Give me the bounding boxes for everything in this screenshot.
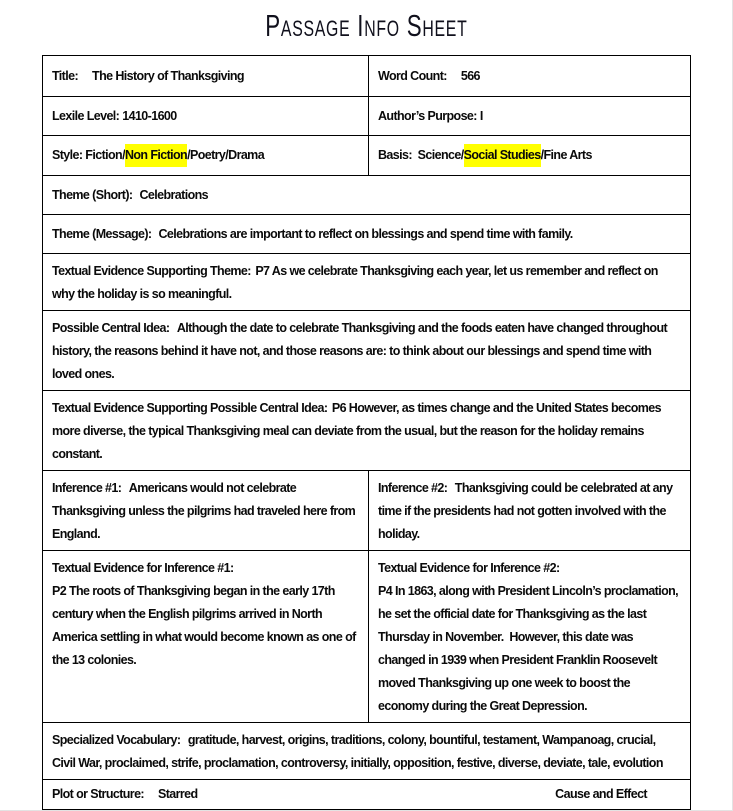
lexile-value: 1410-1600: [122, 108, 177, 123]
theme-message-value: Celebrations are important to reflect on blessings and spend time with family.: [158, 226, 573, 241]
style-highlight: Non Fiction: [125, 144, 187, 167]
te-central-idea-label: Textual Evidence Supporting Possible Central Idea:: [52, 401, 328, 415]
authors-purpose-cell: [369, 97, 690, 135]
style-pre: Style: Fiction/: [52, 148, 125, 162]
theme-short-label: Theme (Short):: [52, 187, 133, 202]
vocabulary-value: gratitude, harvest, origins, traditions, colony, bountiful, testament, Wampanoag, crucial, Civil War, proclaimed, strife, proclamation, controversy, initially, opposition, festive, diverse, deviate, tale, evolution: [52, 733, 663, 770]
te-inference2-label: Textual Evidence for Inference #2:: [378, 561, 560, 575]
inference1-value: Americans would not celebrate Thanksgiving unless the pilgrims had traveled here from England.: [52, 481, 359, 541]
lexile-label: Lexile Level:: [52, 108, 120, 123]
te-inference1-value: P2 The roots of Thanksgiving began in the early 17th century when the English pilgrims arrived in North America settling in what would become known as one of the 13 colonies.: [52, 584, 362, 667]
basis-cell: [369, 136, 690, 175]
te-theme-label: Textual Evidence Supporting Theme:: [52, 264, 251, 278]
plot-structure-value: Starred: [157, 787, 198, 801]
authors-purpose-value: I: [479, 108, 483, 123]
title-cell: [43, 56, 369, 96]
row-te-theme: [43, 254, 690, 311]
row-central-idea: [43, 311, 690, 391]
basis-post: /Fine Arts: [540, 148, 592, 162]
word-count-cell: [369, 56, 690, 96]
row-te-central-idea: [43, 391, 690, 471]
inference2-value: Thanksgiving could be celebrated at any time if the presidents had not gotten involved with the holiday.: [378, 481, 676, 541]
authors-purpose-label: Author’s Purpose:: [378, 108, 477, 123]
row-inferences: [43, 471, 690, 551]
vocabulary-cell: [43, 723, 690, 779]
row-vocabulary: [43, 723, 690, 780]
plot-structure-label: Plot or Structure:: [52, 787, 144, 801]
theme-short-value: Celebrations: [139, 187, 209, 202]
inference1-cell: [43, 471, 369, 550]
theme-message-label: Theme (Message):: [52, 226, 152, 241]
page-title-wrap: [0, 8, 732, 44]
row-theme-short: [43, 176, 690, 215]
style-cell: [43, 136, 369, 175]
word-count-label: Word Count:: [378, 68, 447, 83]
row-style-basis: [43, 136, 690, 176]
row-te-inferences: [43, 551, 690, 723]
row-lexile-purpose: [43, 97, 690, 136]
info-table: [42, 55, 691, 810]
row-theme-message: [43, 215, 690, 254]
plot-structure-cell: [43, 783, 207, 806]
title-label: Title:: [52, 68, 79, 83]
te-theme-value: P7 As we celebrate Thanksgiving each year, let us remember and reflect on why the holiday is so meaningful.: [52, 264, 661, 301]
title-value: The History of Thanksgiving: [92, 68, 244, 83]
te-inference1-cell: [43, 551, 369, 722]
basis-pre: Basis: Science/: [378, 148, 464, 162]
te-inference2-value: P4 In 1863, along with President Lincoln’s proclamation, he set the official date for Thanksgiving as the last Thursday in November. However, this date was changed in 1939 when President Franklin Roosevelt moved Thanksgiving up one week to boost the economy during the Great Depression.: [378, 584, 681, 713]
row-title-wordcount: [43, 56, 690, 97]
theme-message-cell: [43, 215, 690, 253]
central-idea-label: Possible Central Idea:: [52, 321, 170, 335]
style-post: /Poetry/Drama: [187, 148, 265, 162]
row-plot-structure: [43, 780, 690, 809]
basis-highlight: Social Studies: [464, 144, 541, 167]
central-idea-cell: [43, 311, 690, 390]
lexile-cell: [43, 97, 369, 135]
te-inference2-cell: [369, 551, 690, 722]
te-central-idea-value: P6 However, as times change and the United States becomes more diverse, the typical Thanksgiving meal can deviate from the usual, but the reason for the holiday remains constant.: [52, 401, 664, 461]
te-central-idea-cell: [43, 391, 690, 470]
te-inference1-label: Textual Evidence for Inference #1:: [52, 561, 234, 575]
inference2-label: Inference #2:: [378, 481, 448, 495]
central-idea-value: Although the date to celebrate Thanksgiving and the foods eaten have changed throughout history, the reasons behind it have not, and those reasons are: to think about our blessings and spend time with loved ones.: [52, 321, 670, 381]
inference2-cell: [369, 471, 690, 550]
plot-structure-right-value: Cause and Effect: [555, 787, 647, 801]
inference1-label: Inference #1:: [52, 481, 122, 495]
page-title: Passage Info Sheet: [264, 8, 468, 43]
theme-short-cell: [43, 176, 690, 214]
te-theme-cell: [43, 254, 690, 310]
vocabulary-label: Specialized Vocabulary:: [52, 733, 181, 747]
word-count-value: 566: [460, 68, 480, 83]
